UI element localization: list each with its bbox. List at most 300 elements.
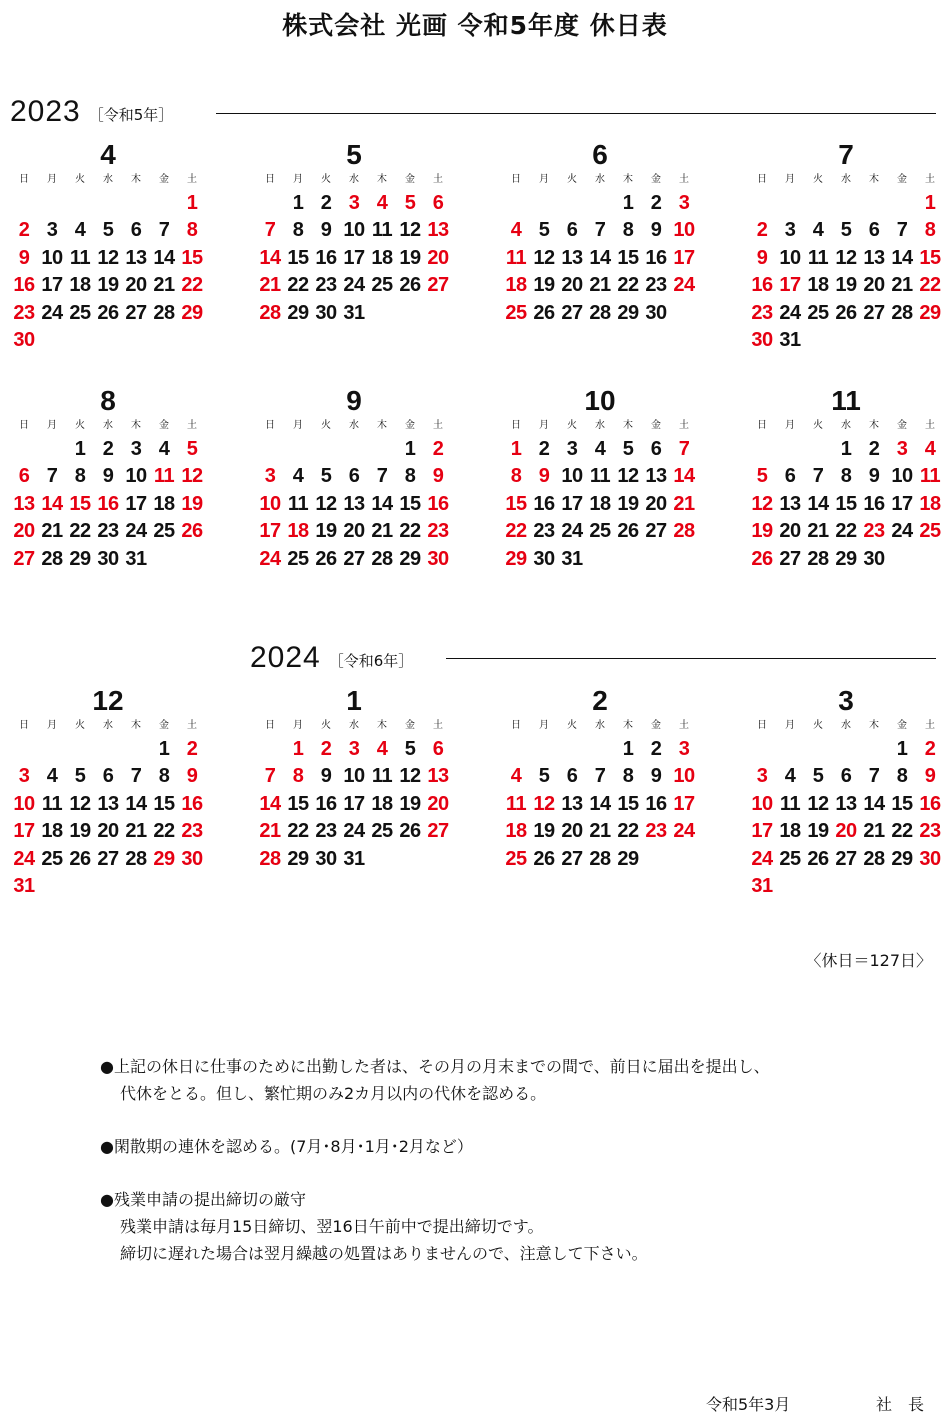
- day-cell: 27: [343, 547, 365, 570]
- day-cell: 2: [320, 738, 332, 760]
- year-divider-line: [446, 658, 936, 659]
- day-cell: 27: [125, 301, 147, 324]
- day-cell: 27: [561, 847, 583, 870]
- day-cell: 14: [41, 492, 63, 515]
- day-cell: 17: [13, 820, 35, 843]
- weekday-label: 木: [623, 174, 633, 185]
- day-cell: 11: [287, 492, 309, 515]
- day-cell: 3: [18, 765, 30, 788]
- day-cell: 9: [186, 765, 198, 788]
- day-cell: 26: [533, 847, 555, 870]
- day-cell: 1: [622, 738, 634, 760]
- day-cell: 18: [153, 492, 175, 515]
- weekday-label: 日: [511, 420, 521, 431]
- day-cell: 3: [46, 219, 58, 242]
- day-cell: 2: [756, 219, 768, 242]
- weekday-label: 水: [841, 420, 851, 431]
- week-row: [256, 846, 452, 873]
- day-cell: 30: [645, 301, 667, 324]
- month-title: 6: [592, 139, 608, 170]
- day-cell: 4: [784, 765, 796, 788]
- weekday-label: 月: [293, 174, 303, 185]
- weekday-label: 月: [293, 720, 303, 731]
- empty-day-cell: [10, 190, 38, 217]
- weekday-label: 金: [159, 174, 169, 185]
- day-cell: 15: [919, 246, 941, 269]
- day-cell: 2: [650, 738, 662, 760]
- month-title: 5: [346, 139, 362, 170]
- weekday-label: 火: [75, 720, 85, 731]
- empty-day-cell: [340, 436, 368, 463]
- day-cell: 4: [812, 219, 824, 242]
- week-row: [502, 546, 698, 573]
- week-row: [10, 546, 206, 573]
- weekday-label: 金: [159, 420, 169, 431]
- day-cell: 21: [259, 274, 281, 297]
- weekday-label: 月: [785, 720, 795, 731]
- day-cell: 20: [561, 820, 583, 843]
- empty-day-cell: [832, 190, 860, 217]
- day-cell: 17: [259, 520, 281, 543]
- month-calendar: [502, 686, 698, 873]
- weekday-label: 日: [19, 174, 29, 185]
- day-cell: 6: [566, 219, 578, 242]
- weekday-label: 木: [131, 720, 141, 731]
- week-row: [502, 300, 698, 327]
- day-cell: 12: [533, 246, 555, 269]
- weekday-header: [256, 416, 452, 436]
- day-cell: 6: [566, 765, 578, 788]
- day-cell: 11: [41, 792, 63, 815]
- day-cell: 25: [69, 301, 91, 324]
- day-cell: 8: [186, 219, 198, 242]
- weekday-header: [502, 716, 698, 736]
- day-cell: 28: [673, 520, 695, 543]
- day-cell: 18: [287, 520, 309, 543]
- day-cell: 5: [756, 465, 768, 488]
- day-cell: 7: [678, 438, 690, 460]
- total-holidays: 〈休日＝127日〉: [805, 951, 932, 970]
- day-cell: 25: [287, 547, 309, 570]
- day-cell: 9: [102, 465, 114, 488]
- day-cell: 12: [181, 465, 203, 488]
- day-cell: 2: [102, 438, 114, 460]
- day-cell: 17: [673, 246, 695, 269]
- week-row: [10, 245, 206, 272]
- day-cell: 13: [343, 492, 365, 515]
- day-cell: 3: [678, 192, 690, 214]
- day-cell: 3: [264, 465, 276, 488]
- day-cell: 1: [74, 438, 86, 460]
- month-calendar: [10, 386, 206, 573]
- month-calendar: [10, 140, 206, 354]
- day-cell: 19: [399, 246, 421, 269]
- day-cell: 8: [404, 465, 416, 488]
- day-cell: 20: [343, 520, 365, 543]
- day-cell: 24: [13, 847, 35, 870]
- day-cell: 2: [186, 738, 198, 760]
- week-row: [502, 217, 698, 244]
- day-cell: 10: [673, 765, 695, 788]
- day-cell: 29: [287, 301, 309, 324]
- day-cell: 6: [130, 219, 142, 242]
- day-cell: 30: [315, 847, 337, 870]
- weekday-label: 月: [47, 174, 57, 185]
- week-row: [10, 518, 206, 545]
- week-row: [502, 491, 698, 518]
- month-calendar: [748, 140, 944, 354]
- day-cell: 19: [181, 492, 203, 515]
- day-cell: 25: [505, 301, 527, 324]
- day-cell: 5: [320, 465, 332, 488]
- day-cell: 10: [125, 465, 147, 488]
- month-title: 3: [838, 685, 854, 716]
- week-row: [256, 436, 452, 463]
- note-line: 代休をとる。但し、繁忙期のみ2カ月以内の代休を認める。: [120, 1084, 547, 1103]
- weekday-label: 火: [567, 420, 577, 431]
- page-title: 株式会社 光画 令和5年度 休日表: [282, 11, 668, 40]
- day-cell: 24: [41, 301, 63, 324]
- day-cell: 21: [891, 274, 913, 297]
- day-cell: 13: [13, 492, 35, 515]
- day-cell: 18: [589, 492, 611, 515]
- empty-day-cell: [530, 190, 558, 217]
- day-cell: 25: [153, 520, 175, 543]
- empty-day-cell: [888, 190, 916, 217]
- day-cell: 1: [896, 738, 908, 760]
- day-cell: 19: [751, 520, 773, 543]
- day-cell: 12: [751, 492, 773, 515]
- weekday-label: 水: [349, 174, 359, 185]
- notes-section: [100, 1053, 920, 1267]
- day-cell: 7: [376, 465, 388, 488]
- day-cell: 4: [46, 765, 58, 788]
- weekday-header: [502, 170, 698, 190]
- day-cell: 14: [807, 492, 829, 515]
- weekday-label: 月: [785, 174, 795, 185]
- day-cell: 12: [399, 765, 421, 788]
- note-heading: ●上記の休日に仕事のために出勤した者は、その月の月末までの間で、前日に届出を提出し、: [100, 1057, 770, 1076]
- weekday-label: 火: [321, 174, 331, 185]
- day-cell: 21: [589, 820, 611, 843]
- day-cell: 15: [891, 792, 913, 815]
- weekday-label: 水: [349, 420, 359, 431]
- day-cell: 19: [315, 520, 337, 543]
- day-cell: 17: [561, 492, 583, 515]
- week-row: [256, 491, 452, 518]
- day-cell: 8: [292, 219, 304, 242]
- week-row: [748, 190, 944, 217]
- day-cell: 7: [896, 219, 908, 242]
- empty-day-cell: [256, 736, 284, 763]
- day-cell: 7: [594, 219, 606, 242]
- day-cell: 17: [343, 246, 365, 269]
- day-cell: 19: [533, 820, 555, 843]
- day-cell: 7: [594, 765, 606, 788]
- day-cell: 29: [919, 301, 941, 324]
- day-cell: 8: [510, 465, 522, 488]
- day-cell: 22: [505, 520, 527, 543]
- day-cell: 20: [561, 274, 583, 297]
- day-cell: 26: [751, 547, 773, 570]
- week-row: [256, 190, 452, 217]
- empty-day-cell: [94, 736, 122, 763]
- weekday-label: 土: [433, 174, 443, 185]
- day-cell: 10: [259, 492, 281, 515]
- day-cell: 26: [69, 847, 91, 870]
- day-cell: 7: [812, 465, 824, 488]
- empty-day-cell: [122, 190, 150, 217]
- weekday-header: [10, 716, 206, 736]
- weekday-label: 土: [925, 174, 935, 185]
- month-title: 11: [831, 385, 861, 416]
- day-cell: 3: [348, 192, 360, 214]
- day-cell: 18: [69, 274, 91, 297]
- empty-day-cell: [558, 736, 586, 763]
- day-cell: 10: [41, 246, 63, 269]
- weekday-header: [256, 716, 452, 736]
- day-cell: 24: [343, 820, 365, 843]
- week-row: [256, 518, 452, 545]
- day-cell: 30: [13, 328, 35, 351]
- day-cell: 26: [533, 301, 555, 324]
- weekday-label: 土: [187, 420, 197, 431]
- day-cell: 21: [125, 820, 147, 843]
- day-cell: 3: [566, 438, 578, 460]
- weekday-label: 火: [75, 174, 85, 185]
- day-cell: 24: [259, 547, 281, 570]
- empty-day-cell: [748, 436, 776, 463]
- day-cell: 15: [835, 492, 857, 515]
- day-cell: 1: [292, 738, 304, 760]
- day-cell: 16: [645, 246, 667, 269]
- month-title: 9: [346, 385, 362, 416]
- weekday-label: 土: [433, 720, 443, 731]
- month-title: 2: [592, 685, 608, 716]
- year-header-2023: [10, 97, 173, 127]
- empty-day-cell: [256, 436, 284, 463]
- week-row: [10, 300, 206, 327]
- month-calendar: [256, 386, 452, 573]
- day-cell: 24: [891, 520, 913, 543]
- day-cell: 23: [13, 301, 35, 324]
- weekday-label: 火: [567, 174, 577, 185]
- weekday-header: [502, 416, 698, 436]
- weekday-label: 金: [897, 174, 907, 185]
- week-row: [10, 217, 206, 244]
- day-cell: 11: [153, 465, 175, 488]
- day-cell: 1: [622, 192, 634, 214]
- day-cell: 8: [840, 465, 852, 488]
- day-cell: 22: [69, 520, 91, 543]
- weekday-label: 火: [567, 720, 577, 731]
- day-cell: 25: [371, 820, 393, 843]
- week-row: [502, 190, 698, 217]
- day-cell: 11: [371, 765, 393, 788]
- footer-signer: 社 長: [876, 1395, 925, 1414]
- day-cell: 27: [561, 301, 583, 324]
- month-title: 8: [100, 385, 116, 416]
- day-cell: 4: [74, 219, 86, 242]
- week-row: [748, 463, 944, 490]
- day-cell: 24: [673, 274, 695, 297]
- day-cell: 16: [427, 492, 449, 515]
- day-cell: 3: [130, 438, 142, 460]
- weekday-label: 日: [19, 420, 29, 431]
- day-cell: 10: [751, 792, 773, 815]
- day-cell: 13: [427, 219, 449, 242]
- weekday-label: 金: [897, 420, 907, 431]
- week-row: [10, 763, 206, 790]
- week-row: [502, 763, 698, 790]
- weekday-label: 水: [103, 420, 113, 431]
- week-row: [10, 873, 206, 900]
- year-header-2024: [250, 643, 413, 673]
- weekday-label: 金: [405, 174, 415, 185]
- weekday-label: 金: [897, 720, 907, 731]
- day-cell: 28: [41, 547, 63, 570]
- day-cell: 29: [153, 847, 175, 870]
- day-cell: 5: [404, 738, 416, 760]
- weekday-label: 日: [511, 174, 521, 185]
- day-cell: 8: [896, 765, 908, 788]
- day-cell: 16: [645, 792, 667, 815]
- empty-day-cell: [256, 190, 284, 217]
- day-cell: 15: [617, 246, 639, 269]
- day-cell: 23: [645, 820, 667, 843]
- day-cell: 17: [751, 820, 773, 843]
- day-cell: 22: [617, 820, 639, 843]
- week-row: [256, 217, 452, 244]
- day-cell: 4: [376, 192, 388, 214]
- day-cell: 28: [125, 847, 147, 870]
- week-row: [748, 272, 944, 299]
- weekday-label: 日: [757, 420, 767, 431]
- day-cell: 11: [505, 792, 527, 815]
- day-cell: 29: [617, 301, 639, 324]
- month-title: 7: [838, 139, 854, 170]
- month-calendar: [502, 386, 698, 573]
- day-cell: 24: [343, 274, 365, 297]
- week-row: [256, 272, 452, 299]
- empty-day-cell: [38, 436, 66, 463]
- day-cell: 22: [891, 820, 913, 843]
- day-cell: 7: [130, 765, 142, 788]
- day-cell: 19: [69, 820, 91, 843]
- month-calendar: [748, 386, 944, 573]
- day-cell: 5: [186, 438, 198, 460]
- day-cell: 17: [673, 792, 695, 815]
- day-cell: 21: [259, 820, 281, 843]
- day-cell: 6: [840, 765, 852, 788]
- day-cell: 30: [427, 547, 449, 570]
- day-cell: 26: [399, 820, 421, 843]
- day-cell: 27: [863, 301, 885, 324]
- empty-day-cell: [150, 190, 178, 217]
- day-cell: 5: [538, 219, 550, 242]
- day-cell: 13: [645, 465, 667, 488]
- day-cell: 31: [779, 328, 801, 351]
- weekday-label: 金: [405, 720, 415, 731]
- day-cell: 21: [863, 820, 885, 843]
- day-cell: 25: [505, 847, 527, 870]
- day-cell: 26: [617, 520, 639, 543]
- day-cell: 10: [343, 765, 365, 788]
- day-cell: 2: [924, 738, 936, 760]
- empty-day-cell: [502, 190, 530, 217]
- day-cell: 31: [561, 547, 583, 570]
- week-row: [502, 245, 698, 272]
- week-row: [256, 818, 452, 845]
- day-cell: 30: [315, 301, 337, 324]
- day-cell: 20: [863, 274, 885, 297]
- day-cell: 15: [153, 792, 175, 815]
- day-cell: 12: [807, 792, 829, 815]
- week-row: [10, 818, 206, 845]
- day-cell: 1: [510, 438, 522, 460]
- weekday-label: 土: [925, 720, 935, 731]
- weekday-label: 日: [265, 720, 275, 731]
- day-cell: 16: [919, 792, 941, 815]
- day-cell: 28: [863, 847, 885, 870]
- day-cell: 13: [561, 792, 583, 815]
- day-cell: 5: [404, 192, 416, 214]
- day-cell: 30: [919, 847, 941, 870]
- day-cell: 15: [69, 492, 91, 515]
- week-row: [502, 518, 698, 545]
- day-cell: 21: [371, 520, 393, 543]
- day-cell: 23: [97, 520, 119, 543]
- week-row: [502, 436, 698, 463]
- day-cell: 30: [751, 328, 773, 351]
- year-era: ［令和6年］: [328, 651, 414, 670]
- day-cell: 12: [69, 792, 91, 815]
- week-row: [748, 546, 944, 573]
- day-cell: 13: [835, 792, 857, 815]
- day-cell: 27: [97, 847, 119, 870]
- weekday-label: 日: [265, 420, 275, 431]
- day-cell: 13: [561, 246, 583, 269]
- day-cell: 6: [18, 465, 30, 488]
- note-heading: ●閑散期の連休を認める。(7月･8月･1月･2月など）: [100, 1137, 473, 1156]
- empty-day-cell: [860, 736, 888, 763]
- month-title: 1: [346, 685, 362, 716]
- day-cell: 22: [617, 274, 639, 297]
- day-cell: 22: [835, 520, 857, 543]
- day-cell: 29: [617, 847, 639, 870]
- empty-day-cell: [558, 190, 586, 217]
- empty-day-cell: [94, 190, 122, 217]
- day-cell: 27: [427, 274, 449, 297]
- day-cell: 23: [315, 820, 337, 843]
- weekday-label: 火: [321, 720, 331, 731]
- week-row: [256, 546, 452, 573]
- weekday-label: 木: [131, 174, 141, 185]
- week-row: [748, 518, 944, 545]
- week-row: [10, 491, 206, 518]
- note-heading: ●残業申請の提出締切の厳守: [100, 1190, 306, 1209]
- day-cell: 11: [589, 465, 611, 488]
- day-cell: 20: [427, 246, 449, 269]
- week-row: [748, 436, 944, 463]
- day-cell: 15: [287, 792, 309, 815]
- weekday-header: [748, 170, 944, 190]
- weekday-label: 土: [925, 420, 935, 431]
- day-cell: 25: [807, 301, 829, 324]
- day-cell: 19: [617, 492, 639, 515]
- week-row: [10, 327, 206, 354]
- weekday-label: 火: [813, 720, 823, 731]
